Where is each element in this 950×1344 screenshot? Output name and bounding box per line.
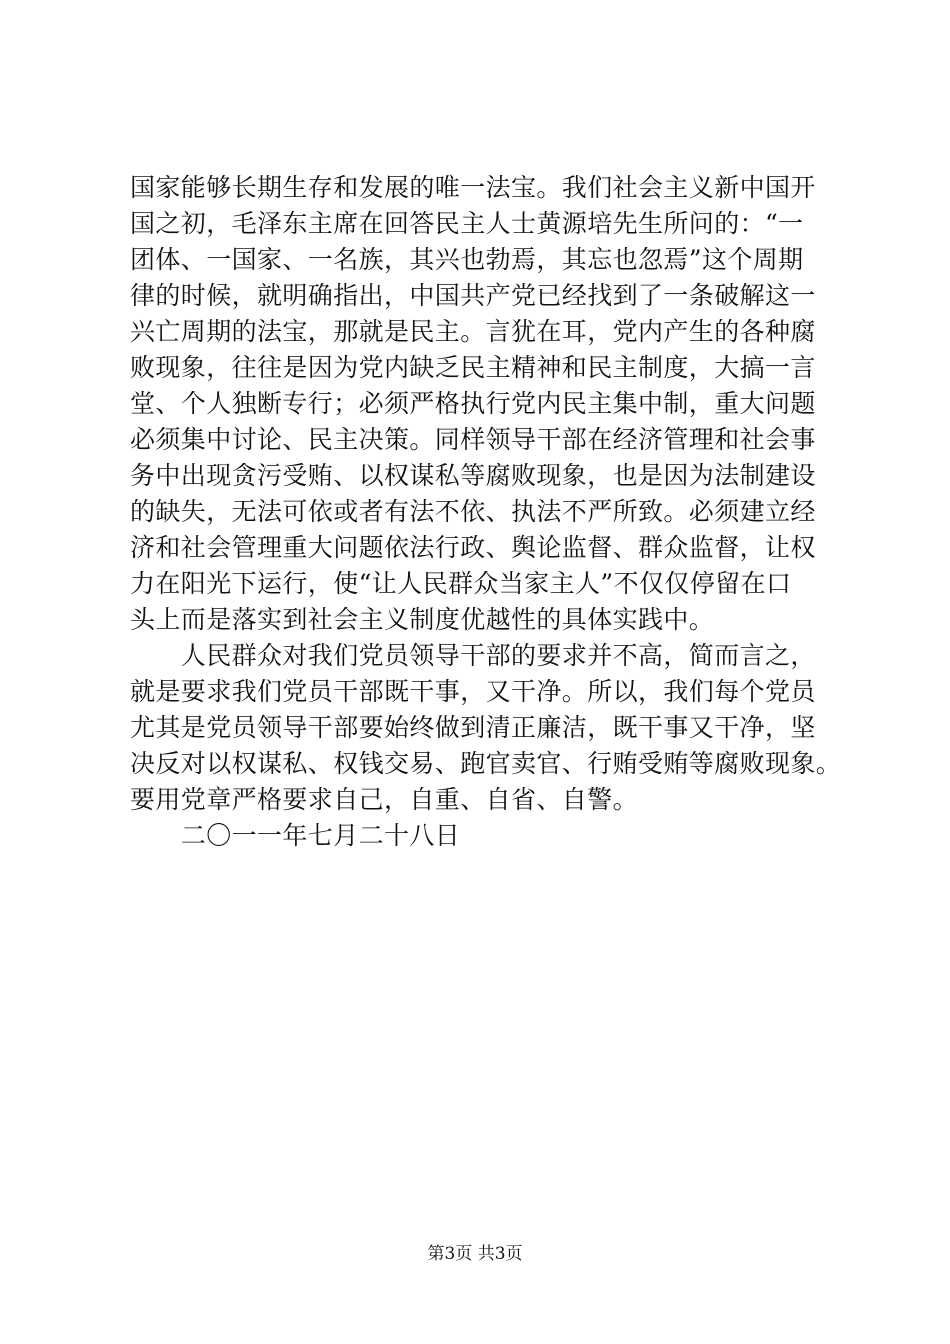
text-line: 务中出现贪污受贿、以权谋私等腐败现象，也是因为法制建设 (130, 461, 816, 490)
text-line: 团体、一国家、一名族，其兴也勃焉，其忘也忽焉”这个周期 (130, 245, 804, 274)
text-line: 必须集中讨论、民主决策。同样领导干部在经济管理和社会事 (130, 425, 816, 454)
text-line: 堂、个人独断专行；必须严格执行党内民主集中制，重大问题 (130, 389, 816, 418)
text-line: 力在阳光下运行，使“让人民群众当家主人”不仅仅停留在口 (130, 569, 792, 598)
text-line: 的缺失，无法可依或者有法不依、执法不严所致。必须建立经 (130, 497, 816, 526)
text-line: 要用党章严格要求自己，自重、自省、自警。 (130, 785, 639, 814)
text-line: 败现象，往往是因为党内缺乏民主精神和民主制度，大搞一言 (130, 353, 816, 382)
page-number: 第3页 共3页 (427, 1244, 523, 1264)
document-body (130, 170, 846, 854)
text-line: 人民群众对我们党员领导干部的要求并不高，简而言之， (130, 641, 816, 670)
date-line: 二〇一一年七月二十八日 (130, 821, 461, 850)
text-line: 尤其是党员领导干部要始终做到清正廉洁，既干事又干净，坚 (130, 713, 816, 742)
text-line: 就是要求我们党员干部既干事，又干净。所以，我们每个党员 (130, 677, 816, 706)
text-line: 律的时候，就明确指出，中国共产党已经找到了一条破解这一 (130, 281, 816, 310)
text-line: 兴亡周期的法宝，那就是民主。言犹在耳，党内产生的各种腐 (130, 317, 816, 346)
text-line: 决反对以权谋私、权钱交易、跑官卖官、行贿受贿等腐败现象。 (130, 749, 842, 778)
text-line: 头上而是落实到社会主义制度优越性的具体实践中。 (130, 605, 715, 634)
text-line: 济和社会管理重大问题依法行政、舆论监督、群众监督，让权 (130, 533, 816, 562)
text-line: 国家能够长期生存和发展的唯一法宝。我们社会主义新中国开 (130, 173, 816, 202)
text-line: 国之初，毛泽东主席在回答民主人士黄源培先生所问的：“一 (130, 209, 804, 238)
